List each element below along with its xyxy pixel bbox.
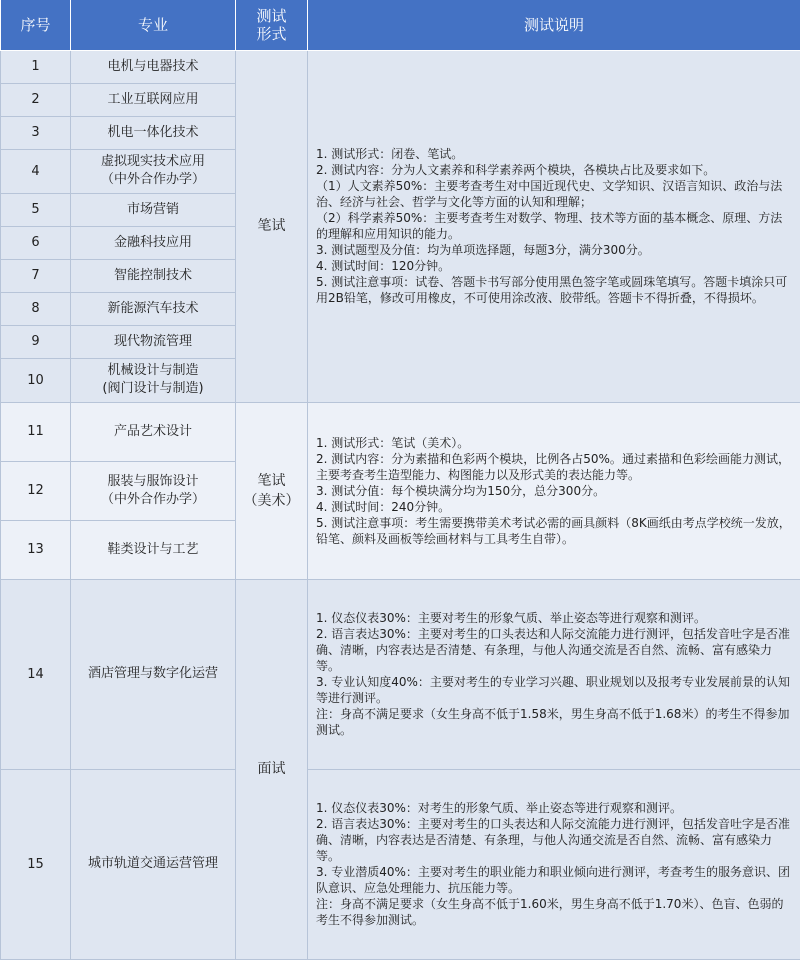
major-line: 工业互联网应用 [107, 91, 199, 107]
major-line: 现代物流管理 [113, 333, 192, 349]
row-number: 14 [1, 579, 71, 769]
description-line: 4. 测试时间：240分钟。 [316, 499, 451, 514]
description-line: 2. 测试内容：分为人文素养和科学素养两个模块，各模块占比及要求如下。 [316, 163, 716, 177]
major-name [71, 325, 236, 358]
row-number: 10 [1, 358, 71, 402]
major-line: 鞋类设计与工艺 [107, 541, 199, 557]
major-line: (阀门设计与制造) [102, 381, 204, 396]
header-no: 序号 [1, 0, 71, 50]
major-name [71, 579, 236, 769]
table-row [1, 579, 800, 769]
major-name [71, 116, 236, 149]
major-line: （中外合作办学） [100, 172, 205, 187]
test-description [308, 402, 800, 579]
description-line: 2. 语言表达30%：主要对考生的口头表达和人际交流能力进行测评，包括发音吐字是否准确、清晰，内容表达是否清楚、有条理，与他人沟通交流是否自然、流畅、富有感染力等。 [316, 817, 790, 863]
major-line: 酒店管理与数字化运营 [87, 666, 218, 681]
description-line: （1）人文素养50%：主要考查考生对中国近现代史、文学知识、汉语言知识、政治与法治、经济与社会、哲学与文化等方面的认知和理解； [316, 179, 783, 209]
table-row [1, 402, 800, 461]
description-line: 3. 专业认知度40%：主要对考生的专业学习兴趣、职业规划以及报考专业发展前景的认知等进行测评。 [316, 675, 790, 705]
description-line: 2. 语言表达30%：主要对考生的口头表达和人际交流能力进行测评，包括发音吐字是否准确、清晰，内容表达是否清楚、有条理，与他人沟通交流是否自然、流畅、富有感染力等。 [316, 627, 790, 673]
major-line: 机械设计与制造 [107, 363, 199, 378]
major-line: 虚拟现实技术应用 [100, 154, 205, 169]
header-form-line: 测试 [256, 6, 287, 25]
row-number: 5 [1, 193, 71, 226]
major-line: 金融科技应用 [113, 234, 192, 250]
major-name [71, 259, 236, 292]
description-line: 5. 测试注意事项：考生需要携带美术考试必需的画具颜料（8K画纸由考点学校统一发放，铅笔、颜料及画板等绘画材料与工具考生自带）。 [316, 515, 791, 546]
description-line: 1. 仪态仪表30%：对考生的形象气质、举止姿态等进行观察和测评。 [316, 801, 682, 815]
header-form-line: 形式 [256, 24, 287, 43]
description-line: （2）科学素养50%：主要考查考生对数学、物理、技术等方面的基本概念、原理、方法的理解和应用知识的能力。 [316, 211, 783, 241]
test-description [308, 579, 800, 769]
row-number: 13 [1, 520, 71, 579]
row-number: 7 [1, 259, 71, 292]
row-number: 9 [1, 325, 71, 358]
test-form-line: 笔试 [257, 218, 286, 234]
test-form-line: 面试 [257, 761, 286, 777]
description-line: 1. 测试形式：笔试（美术）。 [316, 435, 470, 450]
row-number: 15 [1, 769, 71, 959]
row-number: 12 [1, 461, 71, 520]
description-line: 4. 测试时间：120分钟。 [316, 259, 451, 273]
description-line: 3. 测试题型及分值：均为单项选择题，每题3分，满分300分。 [316, 243, 650, 257]
test-form [236, 579, 308, 959]
major-line: 市场营销 [126, 201, 179, 217]
test-form [236, 402, 308, 579]
row-number: 3 [1, 116, 71, 149]
header-major: 专业 [71, 0, 236, 50]
description-line: 5. 测试注意事项：试卷、答题卡书写部分使用黑色签字笔或圆珠笔填写。答题卡填涂只可用2B铅笔，修改可用橡皮，不可使用涂改液、胶带纸。答题卡不得折叠，不得损坏。 [316, 275, 788, 305]
major-name [71, 461, 236, 520]
major-name [71, 50, 236, 83]
header-desc: 测试说明 [308, 0, 800, 50]
table-row [1, 769, 800, 959]
major-name [71, 149, 236, 193]
description-line: 1. 仪态仪表30%：主要对考生的形象气质、举止姿态等进行观察和测评。 [316, 611, 706, 625]
major-name [71, 83, 236, 116]
description-line: 注：身高不满足要求（女生身高不低于1.58米，男生身高不低于1.68米）的考生不得参加测试。 [316, 707, 790, 737]
row-number: 8 [1, 292, 71, 325]
major-name [71, 769, 236, 959]
row-number: 6 [1, 226, 71, 259]
test-form-line: 笔试 [257, 472, 286, 489]
test-form-line: （美术） [243, 492, 300, 509]
description-line: 1. 测试形式：闭卷、笔试。 [316, 147, 464, 161]
header-row [1, 0, 800, 50]
major-line: 电机与电器技术 [107, 58, 199, 74]
major-line: （中外合作办学） [100, 491, 205, 507]
table-row [1, 50, 800, 83]
test-description [308, 769, 800, 959]
major-name [71, 226, 236, 259]
description-line: 3. 测试分值：每个模块满分均为150分，总分300分。 [316, 483, 606, 498]
major-line: 城市轨道交通运营管理 [87, 856, 218, 871]
major-line: 智能控制技术 [113, 267, 192, 283]
table-body [1, 50, 800, 959]
major-name [71, 358, 236, 402]
major-line: 服装与服饰设计 [107, 473, 199, 489]
description-line: 3. 专业潜质40%：主要对考生的职业能力和职业倾向进行测评，考查考生的服务意识、团队意识、应急处理能力、抗压能力等。 [316, 865, 790, 895]
major-name [71, 520, 236, 579]
major-line: 产品艺术设计 [113, 423, 192, 439]
row-number: 2 [1, 83, 71, 116]
row-number: 11 [1, 402, 71, 461]
major-name [71, 292, 236, 325]
test-form [236, 50, 308, 402]
major-line: 新能源汽车技术 [107, 300, 199, 316]
row-number: 1 [1, 50, 71, 83]
test-description [308, 50, 800, 402]
major-name [71, 193, 236, 226]
major-name [71, 402, 236, 461]
row-number: 4 [1, 149, 71, 193]
description-line: 注：身高不满足要求（女生身高不低于1.60米，男生身高不低于1.70米）、色盲、色弱的考生不得参加测试。 [316, 897, 784, 927]
major-line: 机电一体化技术 [107, 124, 199, 140]
description-line: 2. 测试内容：分为素描和色彩两个模块，比例各占50%。通过素描和色彩绘画能力测试，主要考查考生造型能力、构图能力以及形式美的表达能力等。 [316, 451, 790, 482]
header-form [236, 0, 308, 50]
